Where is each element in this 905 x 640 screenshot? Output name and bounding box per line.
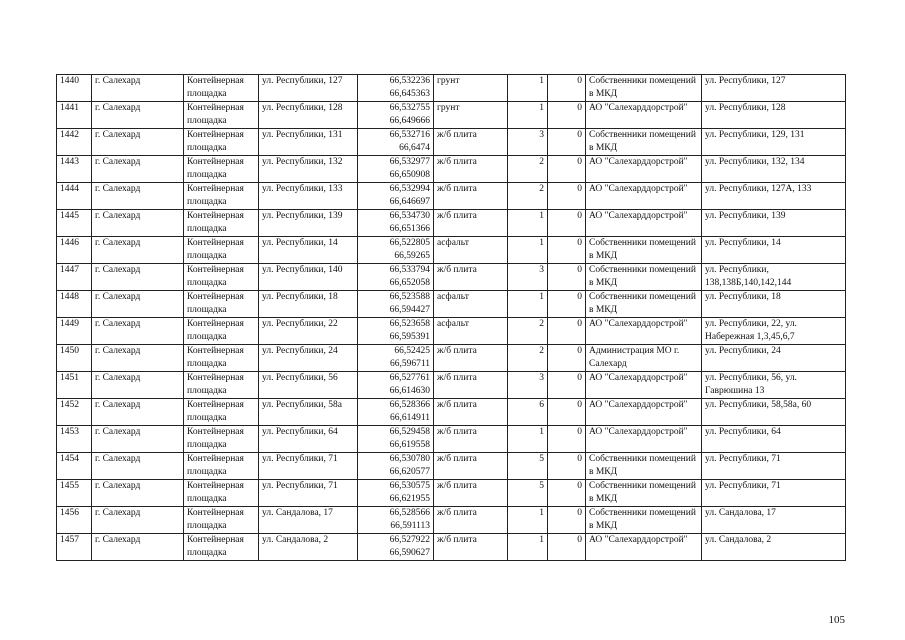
longitude: 66,596711 xyxy=(389,358,430,369)
cell-number: 1450 xyxy=(57,345,92,372)
container-sites-table xyxy=(56,74,846,561)
cell-address: ул. Сандалова, 17 xyxy=(259,507,358,534)
cell-surface: ж/б плита xyxy=(434,372,508,399)
cell-address: ул. Республики, 14 xyxy=(259,237,358,264)
latitude: 66,527922 xyxy=(389,535,430,545)
cell-container-count: 3 xyxy=(508,129,548,156)
cell-address: ул. Республики, 139 xyxy=(259,210,358,237)
table-row xyxy=(57,183,846,210)
page-number: 105 xyxy=(828,614,845,626)
cell-address: ул. Республики, 127 xyxy=(259,75,358,102)
cell-served-addresses: ул. Республики, 71 xyxy=(702,453,846,480)
cell-served-addresses: ул. Республики, 18 xyxy=(702,291,846,318)
cell-surface: асфальт xyxy=(434,237,508,264)
cell-container-count: 3 xyxy=(508,264,548,291)
cell-container-count: 2 xyxy=(508,156,548,183)
table-row xyxy=(57,237,846,264)
cell-container-count: 1 xyxy=(508,210,548,237)
cell-site-type: Контейнерная площадка xyxy=(184,345,259,372)
cell-site-type: Контейнерная площадка xyxy=(184,183,259,210)
latitude: 66,523658 xyxy=(389,319,430,329)
cell-served-addresses: ул. Сандалова, 2 xyxy=(702,534,846,561)
cell-zero: 0 xyxy=(548,534,586,561)
cell-number: 1444 xyxy=(57,183,92,210)
table-body xyxy=(57,75,846,561)
cell-city: г. Салехард xyxy=(92,237,184,264)
cell-site-type: Контейнерная площадка xyxy=(184,129,259,156)
cell-surface: ж/б плита xyxy=(434,210,508,237)
cell-zero: 0 xyxy=(548,102,586,129)
cell-container-count: 1 xyxy=(508,507,548,534)
cell-number: 1442 xyxy=(57,129,92,156)
cell-city: г. Салехард xyxy=(92,426,184,453)
cell-city: г. Салехард xyxy=(92,75,184,102)
latitude: 66,530575 xyxy=(389,481,430,491)
cell-coordinates xyxy=(358,210,434,237)
cell-served-addresses: ул. Республики, 71 xyxy=(702,480,846,507)
longitude: 66,645363 xyxy=(389,88,430,99)
cell-owner: Собственники помещений в МКД xyxy=(586,291,702,318)
cell-owner: Собственники помещений в МКД xyxy=(586,264,702,291)
longitude: 66,6474 xyxy=(399,142,430,153)
cell-address: ул. Республики, 24 xyxy=(259,345,358,372)
cell-coordinates xyxy=(358,237,434,264)
cell-owner: Собственники помещений в МКД xyxy=(586,129,702,156)
cell-address: ул. Республики, 71 xyxy=(259,480,358,507)
cell-surface: ж/б плита xyxy=(434,507,508,534)
cell-container-count: 1 xyxy=(508,291,548,318)
cell-surface: ж/б плита xyxy=(434,399,508,426)
cell-address: ул. Республики, 132 xyxy=(259,156,358,183)
table-row xyxy=(57,453,846,480)
cell-owner: АО "Салехарддорстрой" xyxy=(586,156,702,183)
cell-container-count: 2 xyxy=(508,345,548,372)
longitude: 66,646697 xyxy=(389,196,430,207)
cell-coordinates xyxy=(358,480,434,507)
table-row xyxy=(57,156,846,183)
cell-zero: 0 xyxy=(548,156,586,183)
cell-container-count: 2 xyxy=(508,318,548,345)
cell-number: 1446 xyxy=(57,237,92,264)
cell-zero: 0 xyxy=(548,75,586,102)
longitude: 66,595391 xyxy=(389,331,430,342)
table-row xyxy=(57,264,846,291)
cell-number: 1447 xyxy=(57,264,92,291)
cell-number: 1452 xyxy=(57,399,92,426)
latitude: 66,532755 xyxy=(389,103,430,113)
cell-address: ул. Республики, 64 xyxy=(259,426,358,453)
cell-coordinates xyxy=(358,183,434,210)
cell-city: г. Салехард xyxy=(92,507,184,534)
cell-surface: ж/б плита xyxy=(434,534,508,561)
cell-site-type: Контейнерная площадка xyxy=(184,237,259,264)
cell-served-addresses: ул. Республики, 58,58а, 60 xyxy=(702,399,846,426)
latitude: 66,528566 xyxy=(389,508,430,518)
cell-surface: асфальт xyxy=(434,291,508,318)
cell-container-count: 5 xyxy=(508,453,548,480)
cell-owner: АО "Салехарддорстрой" xyxy=(586,183,702,210)
cell-address: ул. Республики, 56 xyxy=(259,372,358,399)
cell-surface: ж/б плита xyxy=(434,156,508,183)
table-row xyxy=(57,129,846,156)
cell-city: г. Салехард xyxy=(92,372,184,399)
cell-served-addresses: ул. Республики, 128 xyxy=(702,102,846,129)
cell-number: 1449 xyxy=(57,318,92,345)
cell-zero: 0 xyxy=(548,372,586,399)
latitude: 66,532236 xyxy=(389,76,430,86)
cell-surface: ж/б плита xyxy=(434,264,508,291)
latitude: 66,523588 xyxy=(389,292,430,302)
cell-number: 1448 xyxy=(57,291,92,318)
cell-served-addresses: ул. Республики, 14 xyxy=(702,237,846,264)
cell-site-type: Контейнерная площадка xyxy=(184,372,259,399)
cell-number: 1457 xyxy=(57,534,92,561)
cell-site-type: Контейнерная площадка xyxy=(184,291,259,318)
cell-served-addresses: ул. Республики, 22, ул. Набережная 1,3,45,6,7 xyxy=(702,318,846,345)
latitude: 66,529458 xyxy=(389,427,430,437)
table-row xyxy=(57,372,846,399)
cell-owner: Администрация МО г. Салехард xyxy=(586,345,702,372)
cell-site-type: Контейнерная площадка xyxy=(184,318,259,345)
cell-served-addresses: ул. Республики, 56, ул. Гаврюшина 13 xyxy=(702,372,846,399)
cell-container-count: 1 xyxy=(508,75,548,102)
cell-site-type: Контейнерная площадка xyxy=(184,453,259,480)
cell-city: г. Салехард xyxy=(92,129,184,156)
cell-container-count: 1 xyxy=(508,102,548,129)
cell-address: ул. Сандалова, 2 xyxy=(259,534,358,561)
cell-coordinates xyxy=(358,534,434,561)
longitude: 66,614911 xyxy=(389,412,430,423)
cell-zero: 0 xyxy=(548,210,586,237)
table-row xyxy=(57,480,846,507)
cell-zero: 0 xyxy=(548,453,586,480)
cell-zero: 0 xyxy=(548,129,586,156)
cell-city: г. Салехард xyxy=(92,102,184,129)
longitude: 66,619558 xyxy=(389,439,430,450)
cell-city: г. Салехард xyxy=(92,291,184,318)
cell-address: ул. Республики, 140 xyxy=(259,264,358,291)
cell-surface: ж/б плита xyxy=(434,426,508,453)
cell-site-type: Контейнерная площадка xyxy=(184,507,259,534)
latitude: 66,528366 xyxy=(389,400,430,410)
table-row xyxy=(57,102,846,129)
cell-site-type: Контейнерная площадка xyxy=(184,210,259,237)
cell-served-addresses: ул. Республики, 138,138Б,140,142,144 xyxy=(702,264,846,291)
cell-number: 1440 xyxy=(57,75,92,102)
cell-coordinates xyxy=(358,426,434,453)
cell-coordinates xyxy=(358,453,434,480)
table-row xyxy=(57,318,846,345)
cell-number: 1441 xyxy=(57,102,92,129)
longitude: 66,652058 xyxy=(389,277,430,288)
cell-address: ул. Республики, 128 xyxy=(259,102,358,129)
longitude: 66,621955 xyxy=(389,493,430,504)
cell-surface: ж/б плита xyxy=(434,345,508,372)
cell-site-type: Контейнерная площадка xyxy=(184,156,259,183)
cell-number: 1453 xyxy=(57,426,92,453)
cell-surface: ж/б плита xyxy=(434,183,508,210)
cell-surface: ж/б плита xyxy=(434,129,508,156)
cell-owner: АО "Салехарддорстрой" xyxy=(586,372,702,399)
latitude: 66,532994 xyxy=(389,184,430,194)
cell-site-type: Контейнерная площадка xyxy=(184,102,259,129)
latitude: 66,533794 xyxy=(389,265,430,275)
cell-served-addresses: ул. Республики, 139 xyxy=(702,210,846,237)
longitude: 66,649666 xyxy=(389,115,430,126)
cell-zero: 0 xyxy=(548,345,586,372)
cell-address: ул. Республики, 133 xyxy=(259,183,358,210)
cell-city: г. Салехард xyxy=(92,534,184,561)
cell-owner: АО "Салехарддорстрой" xyxy=(586,210,702,237)
cell-city: г. Салехард xyxy=(92,183,184,210)
table-row xyxy=(57,426,846,453)
cell-zero: 0 xyxy=(548,183,586,210)
cell-container-count: 1 xyxy=(508,237,548,264)
cell-surface: ж/б плита xyxy=(434,480,508,507)
latitude: 66,522805 xyxy=(389,238,430,248)
cell-number: 1443 xyxy=(57,156,92,183)
longitude: 66,650908 xyxy=(389,169,430,180)
cell-surface: грунт xyxy=(434,75,508,102)
latitude: 66,52425 xyxy=(394,346,430,356)
cell-served-addresses: ул. Республики, 129, 131 xyxy=(702,129,846,156)
cell-container-count: 2 xyxy=(508,183,548,210)
cell-surface: ж/б плита xyxy=(434,453,508,480)
cell-coordinates xyxy=(358,345,434,372)
latitude: 66,532716 xyxy=(389,130,430,140)
cell-coordinates xyxy=(358,102,434,129)
longitude: 66,614630 xyxy=(389,385,430,396)
cell-city: г. Салехард xyxy=(92,399,184,426)
cell-city: г. Салехард xyxy=(92,480,184,507)
cell-number: 1445 xyxy=(57,210,92,237)
cell-zero: 0 xyxy=(548,237,586,264)
longitude: 66,620577 xyxy=(389,466,430,477)
table-row xyxy=(57,75,846,102)
cell-zero: 0 xyxy=(548,480,586,507)
latitude: 66,532977 xyxy=(389,157,430,167)
cell-owner: АО "Салехарддорстрой" xyxy=(586,534,702,561)
cell-coordinates xyxy=(358,372,434,399)
cell-container-count: 1 xyxy=(508,534,548,561)
cell-served-addresses: ул. Республики, 127 xyxy=(702,75,846,102)
cell-site-type: Контейнерная площадка xyxy=(184,534,259,561)
cell-city: г. Салехард xyxy=(92,264,184,291)
table-row xyxy=(57,291,846,318)
cell-address: ул. Республики, 71 xyxy=(259,453,358,480)
cell-owner: АО "Салехарддорстрой" xyxy=(586,102,702,129)
cell-owner: Собственники помещений в МКД xyxy=(586,453,702,480)
cell-coordinates xyxy=(358,156,434,183)
cell-zero: 0 xyxy=(548,507,586,534)
cell-city: г. Салехард xyxy=(92,210,184,237)
table-row xyxy=(57,345,846,372)
cell-coordinates xyxy=(358,318,434,345)
cell-owner: Собственники помещений в МКД xyxy=(586,507,702,534)
longitude: 66,590627 xyxy=(389,547,430,558)
cell-zero: 0 xyxy=(548,426,586,453)
cell-site-type: Контейнерная площадка xyxy=(184,264,259,291)
cell-address: ул. Республики, 18 xyxy=(259,291,358,318)
cell-site-type: Контейнерная площадка xyxy=(184,399,259,426)
cell-address: ул. Республики, 58а xyxy=(259,399,358,426)
cell-number: 1455 xyxy=(57,480,92,507)
longitude: 66,59265 xyxy=(394,250,430,261)
cell-number: 1451 xyxy=(57,372,92,399)
cell-city: г. Салехард xyxy=(92,156,184,183)
cell-container-count: 1 xyxy=(508,426,548,453)
cell-coordinates xyxy=(358,264,434,291)
cell-surface: грунт xyxy=(434,102,508,129)
latitude: 66,530780 xyxy=(389,454,430,464)
cell-owner: АО "Салехарддорстрой" xyxy=(586,399,702,426)
cell-owner: АО "Салехарддорстрой" xyxy=(586,318,702,345)
cell-container-count: 5 xyxy=(508,480,548,507)
cell-owner: АО "Салехарддорстрой" xyxy=(586,426,702,453)
cell-served-addresses: ул. Республики, 24 xyxy=(702,345,846,372)
cell-owner: Собственники помещений в МКД xyxy=(586,75,702,102)
cell-container-count: 3 xyxy=(508,372,548,399)
cell-coordinates xyxy=(358,399,434,426)
longitude: 66,591113 xyxy=(390,520,430,531)
cell-site-type: Контейнерная площадка xyxy=(184,480,259,507)
cell-coordinates xyxy=(358,507,434,534)
cell-served-addresses: ул. Сандалова, 17 xyxy=(702,507,846,534)
longitude: 66,651366 xyxy=(389,223,430,234)
cell-coordinates xyxy=(358,129,434,156)
table-row xyxy=(57,210,846,237)
cell-site-type: Контейнерная площадка xyxy=(184,426,259,453)
cell-zero: 0 xyxy=(548,291,586,318)
cell-city: г. Салехард xyxy=(92,318,184,345)
cell-coordinates xyxy=(358,291,434,318)
cell-zero: 0 xyxy=(548,318,586,345)
cell-city: г. Салехард xyxy=(92,453,184,480)
cell-number: 1456 xyxy=(57,507,92,534)
longitude: 66,594427 xyxy=(389,304,430,315)
cell-owner: Собственники помещений в МКД xyxy=(586,480,702,507)
cell-zero: 0 xyxy=(548,399,586,426)
cell-owner: Собственники помещений в МКД xyxy=(586,237,702,264)
cell-coordinates xyxy=(358,75,434,102)
cell-city: г. Салехард xyxy=(92,345,184,372)
cell-number: 1454 xyxy=(57,453,92,480)
cell-served-addresses: ул. Республики, 132, 134 xyxy=(702,156,846,183)
table-row xyxy=(57,507,846,534)
table-row xyxy=(57,534,846,561)
cell-address: ул. Республики, 131 xyxy=(259,129,358,156)
cell-zero: 0 xyxy=(548,264,586,291)
cell-address: ул. Республики, 22 xyxy=(259,318,358,345)
cell-site-type: Контейнерная площадка xyxy=(184,75,259,102)
cell-served-addresses: ул. Республики, 64 xyxy=(702,426,846,453)
latitude: 66,534730 xyxy=(389,211,430,221)
latitude: 66,527761 xyxy=(389,373,430,383)
cell-container-count: 6 xyxy=(508,399,548,426)
cell-served-addresses: ул. Республики, 127А, 133 xyxy=(702,183,846,210)
table-row xyxy=(57,399,846,426)
cell-surface: асфальт xyxy=(434,318,508,345)
